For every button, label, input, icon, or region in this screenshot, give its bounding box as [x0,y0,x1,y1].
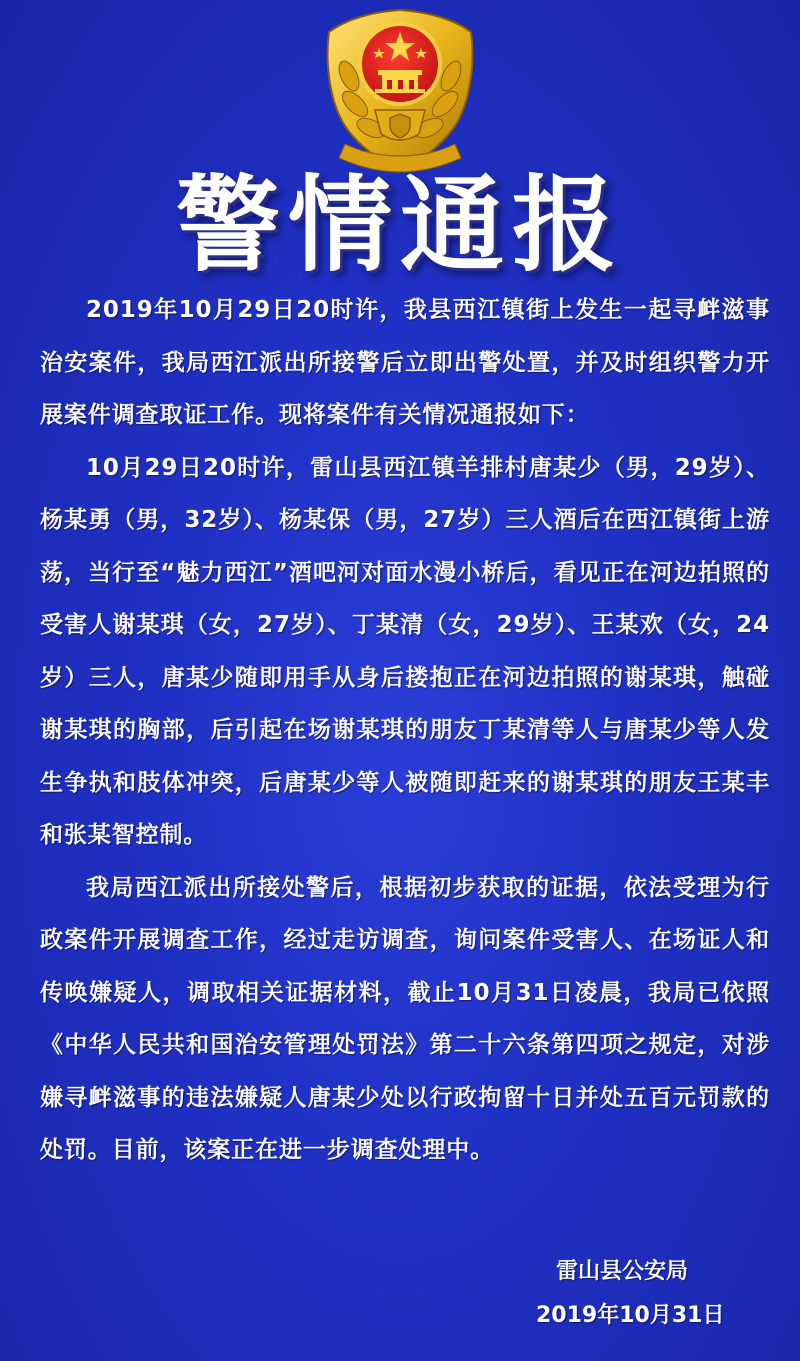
police-emblem-icon [315,6,485,174]
notice-title: 警情通报 [175,164,624,286]
issuing-organization: 雷山县公安局 [556,1259,689,1284]
notice-paragraph: 2019年10月29日20时许，我县西江镇街上发生一起寻衅滋事治安案件，我局西江派出所接警后立即出警处置，并及时组织警力开展案件调查取证工作。现将案件有关情况通报如下： [40,297,770,428]
notice-paragraph: 我局西江派出所接处警后，根据初步获取的证据，依法受理为行政案件开展调查工作，经过走访调查，询问案件受害人、在场证人和传唤嫌疑人，调取相关证据材料，截止10月31日凌晨，我局已依照《中华人民共和国治安管理处罚法》第二十六条第四项之规定，对涉嫌寻衅滋事的违法嫌疑人唐某少处以行政拘留十日并处五百元罚款的处罚。目前，该案正在进一步调查处理中。 [40,874,770,1163]
notice-body [40,284,770,1177]
issue-date: 2019年10月31日 [536,1303,725,1328]
notice-paragraph: 10月29日20时许，雷山县西江镇羊排村唐某少（男，29岁）、杨某勇（男，32岁）、杨某保（男，27岁）三人酒后在西江镇街上游荡，当行至“魅力西江”酒吧河对面水漫小桥后，看见正在河边拍照的受害人谢某琪（女，27岁）、丁某清（女，29岁）、王某欢（女，24岁）三人，唐某少随即用手从身后搂抱正在河边拍照的谢某琪，触碰谢某琪的胸部，后引起在场谢某琪的朋友丁某清等人与唐某少等人发生争执和肢体冲突，后唐某少等人被随即赶来的谢某琪的朋友王某丰和张某智控制。 [40,454,770,848]
